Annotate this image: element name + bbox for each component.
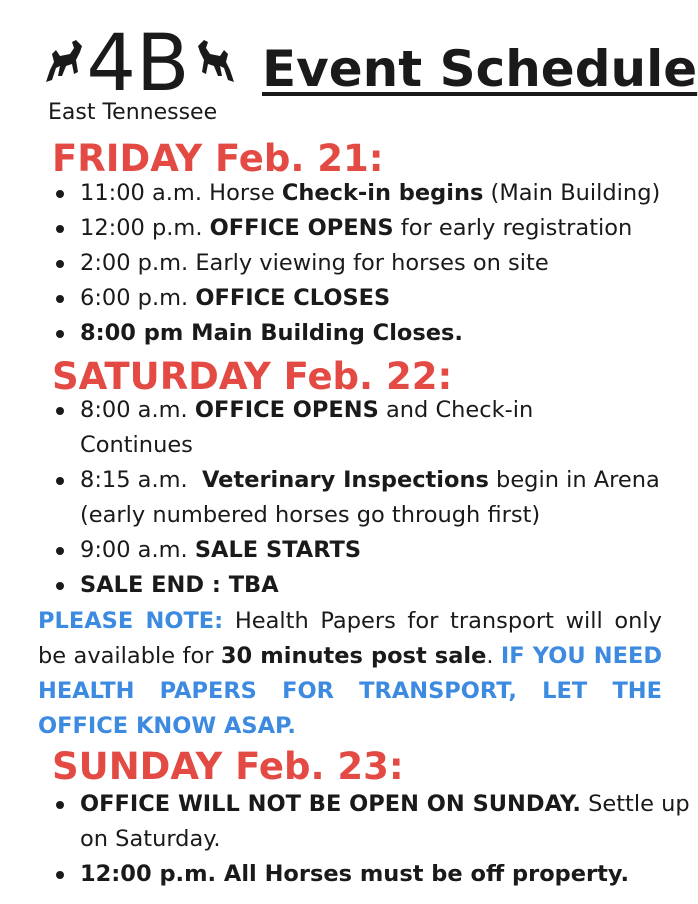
logo-mark [40, 18, 240, 102]
list-item: 12:00 p.m. All Horses must be off property. [54, 857, 694, 892]
day-heading-sunday: SUNDAY Feb. 23: [52, 745, 404, 788]
list-item: 2:00 p.m. Early viewing for horses on site [54, 246, 694, 281]
header [0, 0, 698, 130]
list-item: 9:00 a.m. SALE STARTS [54, 533, 694, 568]
list-item: SALE END : TBA [54, 568, 694, 603]
page-title: Event Schedule [262, 40, 698, 98]
saturday-list [54, 393, 694, 603]
health-papers-note: PLEASE NOTE: Health Papers for transport will only be available for 30 minutes post sale. IF YOU NEED HEALTH PAPERS FOR TRANSPORT, LET THE OFFICE KNOW ASAP. [38, 608, 662, 739]
logo-monogram: 4B [86, 19, 190, 102]
list-item: 11:00 a.m. Horse Check-in begins (Main Building) [54, 176, 694, 211]
sunday-list [54, 787, 694, 892]
logo [40, 18, 240, 126]
friday-list [54, 176, 694, 351]
horse-icon-left [46, 40, 82, 82]
logo-subtitle: East Tennessee [48, 100, 218, 125]
day-heading-friday: FRIDAY Feb. 21: [52, 137, 384, 180]
day-heading-saturday: SATURDAY Feb. 22: [52, 355, 453, 398]
horse-icon-right [198, 40, 234, 82]
list-item: 8:00 pm Main Building Closes. [54, 316, 694, 351]
list-item: 6:00 p.m. OFFICE CLOSES [54, 281, 694, 316]
list-item: 12:00 p.m. OFFICE OPENS for early registration [54, 211, 694, 246]
list-item: 8:15 a.m. Veterinary Inspections begin in Arena (early numbered horses go through first) [54, 463, 694, 533]
note-label: PLEASE NOTE: [38, 608, 224, 634]
note-alert: IF YOU NEED HEALTH PAPERS FOR TRANSPORT, LET THE OFFICE KNOW ASAP. [38, 643, 662, 739]
list-item: 8:00 a.m. OFFICE OPENS and Check-in Continues [54, 393, 694, 463]
list-item: OFFICE WILL NOT BE OPEN ON SUNDAY. Settle up on Saturday. [54, 787, 694, 857]
